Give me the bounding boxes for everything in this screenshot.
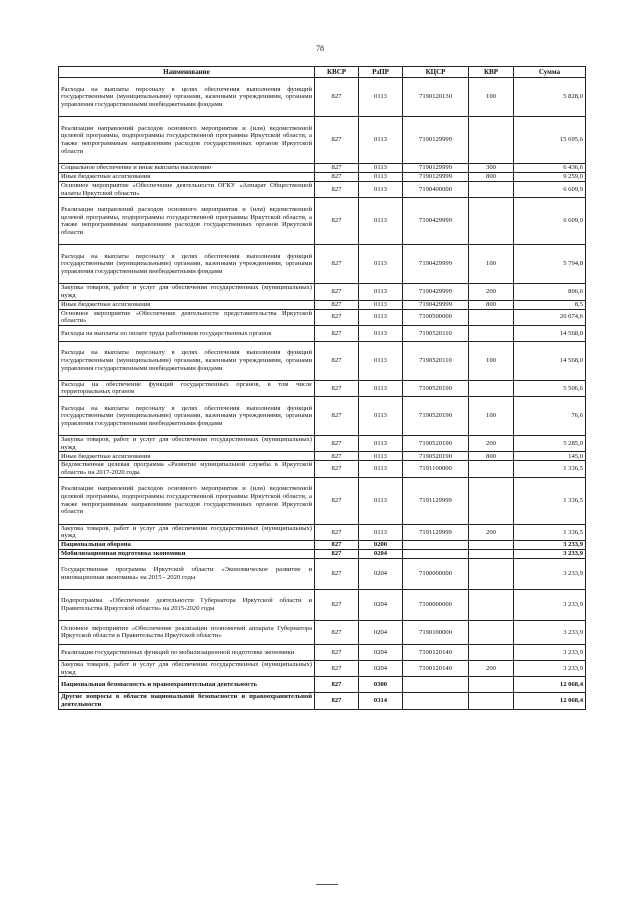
table-cell-rzpr: 0200 [359,540,403,549]
table-cell-rzpr: 0113 [359,164,403,173]
table-cell-kvr [469,117,514,164]
table-cell-kcsr: 7190429999 [403,198,469,245]
table-row [59,540,586,549]
table-cell-kcsr: 7190129999 [403,173,469,182]
table-cell-kcsr: 7190520190 [403,380,469,396]
table-cell-sum: 3 233,9 [514,540,586,549]
table-cell-name: Другие вопросы в области национальной безопасности и правоохранительной деятельности [59,693,315,709]
table-cell-sum: 6 609,9 [514,198,586,245]
table-cell-kvr: 800 [469,300,514,309]
table-cell-name: Закупка товаров, работ и услуг для обеспечения государственных (муниципальных) нужд [59,524,315,540]
table-cell-rzpr: 0204 [359,660,403,676]
table-cell-kvr: 100 [469,341,514,380]
table-cell-name: Расходы на выплаты персоналу в целях обеспечения выполнения функций государственными (муниципальными) органами, казенными учреждениями, органами управления государственными внебюджетными фондами [59,341,315,380]
table-cell-kvr [469,540,514,549]
table-cell-kcsr: 7190429999 [403,284,469,300]
header-kvr: КВР [469,67,514,78]
table-row [59,477,586,524]
footer-mark [316,884,338,885]
budget-table [58,66,586,710]
table-cell-kvr [469,309,514,325]
table-cell-rzpr: 0113 [359,182,403,198]
table-cell-sum: 3 233,9 [514,644,586,660]
table-cell-kvsr: 827 [315,300,359,309]
table-row [59,284,586,300]
table-cell-name: Национальная безопасность и правоохранительная деятельность [59,677,315,693]
table-cell-kvsr: 827 [315,477,359,524]
table-cell-sum: 14 568,0 [514,341,586,380]
table-row [59,660,586,676]
table-cell-sum: 3 233,9 [514,558,586,589]
table-cell-rzpr: 0113 [359,309,403,325]
table-cell-sum: 1 336,5 [514,477,586,524]
table-cell-name: Расходы на выплаты персоналу в целях обеспечения выполнения функций государственными (муниципальными) органами, казенными учреждениями, органами управления государственными внебюджетными фондами [59,397,315,436]
table-cell-sum: 14 568,0 [514,325,586,341]
table-row [59,325,586,341]
table-cell-rzpr: 0113 [359,78,403,117]
table-cell-rzpr: 0113 [359,524,403,540]
table-cell-kcsr: 7191129999 [403,477,469,524]
table-cell-rzpr: 0204 [359,644,403,660]
table-body [59,78,586,710]
table-cell-name: Расходы на выплаты по оплате труда работников государственных органов [59,325,315,341]
table-cell-kcsr: 7190429999 [403,245,469,284]
table-cell-kvsr: 827 [315,117,359,164]
table-row [59,300,586,309]
table-cell-kvr: 100 [469,78,514,117]
table-cell-rzpr: 0113 [359,461,403,477]
table-cell-sum: 6 609,9 [514,182,586,198]
table-cell-kvsr: 827 [315,380,359,396]
table-cell-rzpr: 0113 [359,397,403,436]
table-row [59,173,586,182]
table-cell-kvsr: 827 [315,341,359,380]
table-cell-rzpr: 0113 [359,325,403,341]
table-cell-sum: 3 233,9 [514,660,586,676]
table-cell-kvr [469,182,514,198]
table-cell-kcsr: 7190120140 [403,660,469,676]
table-row [59,380,586,396]
table-cell-rzpr: 0204 [359,549,403,558]
table-cell-name: Иные бюджетные ассигнования [59,173,315,182]
table-cell-sum: 145,0 [514,452,586,461]
table-cell-kvsr: 827 [315,693,359,709]
table-cell-rzpr: 0113 [359,284,403,300]
table-row [59,620,586,644]
table-cell-kvr: 100 [469,397,514,436]
table-cell-kvsr: 827 [315,524,359,540]
table-row [59,524,586,540]
table-cell-kvsr: 827 [315,461,359,477]
table-cell-sum: 3 233,9 [514,549,586,558]
table-cell-name: Социальное обеспечение и иные выплаты населению [59,164,315,173]
table-row [59,117,586,164]
table-cell-sum: 1 336,5 [514,461,586,477]
table-row [59,589,586,620]
table-cell-kcsr: 7190520190 [403,397,469,436]
table-cell-kvsr: 827 [315,164,359,173]
table-cell-kvr [469,461,514,477]
table-cell-kcsr: 7190129999 [403,117,469,164]
table-cell-sum: 3 233,9 [514,620,586,644]
table-cell-kvsr: 827 [315,452,359,461]
header-kcsr: КЦСР [403,67,469,78]
table-cell-kvsr: 827 [315,677,359,693]
table-cell-sum: 12 068,4 [514,693,586,709]
table-cell-rzpr: 0314 [359,693,403,709]
table-cell-sum: 5 794,8 [514,245,586,284]
table-cell-kcsr: 7190520110 [403,325,469,341]
table-cell-kvsr: 827 [315,549,359,558]
table-cell-kcsr: 7190520190 [403,452,469,461]
table-cell-kvr: 100 [469,245,514,284]
table-cell-rzpr: 0204 [359,589,403,620]
table-cell-kvr: 200 [469,436,514,452]
table-cell-kvr [469,558,514,589]
table-cell-sum: 8,5 [514,300,586,309]
table-cell-kcsr: 7100000000 [403,558,469,589]
table-cell-rzpr: 0204 [359,558,403,589]
table-cell-kvr [469,325,514,341]
table-row [59,677,586,693]
table-cell-name: Расходы на обеспечение функций государственных органов, в том числе территориальных органов [59,380,315,396]
table-cell-kcsr: 7190400000 [403,182,469,198]
table-cell-kvr [469,644,514,660]
table-cell-kvsr: 827 [315,284,359,300]
table-cell-sum: 6 436,6 [514,164,586,173]
table-cell-name: Реализация направлений расходов основного мероприятия и (или) ведомственной целевой программы, подпрограммы государственной программы Иркутской области, а также непрограммным направлениям расходов государственных органов Иркутской области [59,117,315,164]
table-row [59,452,586,461]
table-cell-kcsr: 7191129999 [403,524,469,540]
table-cell-name: Основное мероприятие «Обеспечение реализации полномочий аппарата Губернатора Иркутской области и Правительства Иркутской области» [59,620,315,644]
table-cell-sum: 1 336,5 [514,524,586,540]
table-cell-rzpr: 0113 [359,173,403,182]
table-cell-rzpr: 0113 [359,452,403,461]
table-cell-kcsr [403,677,469,693]
table-cell-kcsr: 7190500000 [403,309,469,325]
table-cell-name: Закупка товаров, работ и услуг для обеспечения государственных (муниципальных) нужд [59,436,315,452]
table-cell-name: Основное мероприятие «Обеспечение деятельности представительства Иркутской области» [59,309,315,325]
table-cell-kcsr [403,540,469,549]
table-cell-name: Подпрограмма «Обеспечение деятельности Губернатора Иркутской области и Правительства Иркутской области» на 2015-2020 годы [59,589,315,620]
table-cell-name: Расходы на выплаты персоналу в целях обеспечения выполнения функций государственными (муниципальными) органами, казенными учреждениями, органами управления государственными внебюджетными фондами [59,78,315,117]
table-cell-sum: 5 828,0 [514,78,586,117]
table-cell-rzpr: 0113 [359,436,403,452]
header-rzpr: РзПР [359,67,403,78]
table-cell-kcsr: 7191100000 [403,461,469,477]
table-cell-kcsr [403,693,469,709]
table-row [59,461,586,477]
table-cell-sum: 5 506,6 [514,380,586,396]
table-cell-kcsr: 7190100000 [403,620,469,644]
table-cell-sum: 15 695,6 [514,117,586,164]
table-cell-kvr [469,620,514,644]
table-row [59,397,586,436]
table-cell-kvsr: 827 [315,660,359,676]
table-cell-sum: 20 074,6 [514,309,586,325]
table-cell-kvsr: 827 [315,397,359,436]
table-cell-rzpr: 0113 [359,477,403,524]
table-cell-rzpr: 0113 [359,300,403,309]
table-cell-sum: 3 233,9 [514,589,586,620]
table-cell-name: Государственная программа Иркутской области «Экономическое развитие и инновационная экономика» на 2015 - 2020 годы [59,558,315,589]
table-cell-rzpr: 0300 [359,677,403,693]
table-cell-sum: 9 259,0 [514,173,586,182]
table-cell-kvsr: 827 [315,198,359,245]
table-cell-kcsr: 7190429999 [403,300,469,309]
table-cell-name: Мобилизационная подготовка экономики [59,549,315,558]
table-cell-sum: 12 068,4 [514,677,586,693]
table-row [59,245,586,284]
table-row [59,78,586,117]
table-row [59,558,586,589]
table-header-row [59,67,586,78]
table-cell-name: Закупка товаров, работ и услуг для обеспечения государственных (муниципальных) нужд [59,284,315,300]
page-number: 78 [316,44,324,53]
header-sum: Сумма [514,67,586,78]
table-cell-name: Реализация направлений расходов основного мероприятия и (или) ведомственной целевой программы, подпрограммы государственной программы Иркутской области, а также непрограммным направлениям расходов государственных органов Иркутской области [59,477,315,524]
table-cell-kvsr: 827 [315,173,359,182]
table-cell-kvr [469,549,514,558]
table-cell-kcsr: 7190129999 [403,164,469,173]
table-cell-rzpr: 0113 [359,341,403,380]
table-cell-name: Закупка товаров, работ и услуг для обеспечения государственных (муниципальных) нужд [59,660,315,676]
table-cell-kvsr: 827 [315,540,359,549]
table-cell-kcsr: 7190520190 [403,436,469,452]
table-cell-name: Ведомственная целевая программа «Развитие муниципальной службы в Иркутской области» на 2017-2020 годы [59,461,315,477]
table-cell-sum: 806,6 [514,284,586,300]
table-row [59,693,586,709]
table-cell-rzpr: 0204 [359,620,403,644]
table-cell-kvsr: 827 [315,78,359,117]
table-row [59,182,586,198]
table-cell-kcsr: 7190520110 [403,341,469,380]
table-cell-kvsr: 827 [315,182,359,198]
table-cell-kvr: 800 [469,173,514,182]
table-cell-kvsr: 827 [315,245,359,284]
table-cell-name: Иные бюджетные ассигнования [59,452,315,461]
table-row [59,341,586,380]
table-cell-kvr [469,477,514,524]
table-row [59,644,586,660]
table-cell-kvr: 200 [469,284,514,300]
table-cell-rzpr: 0113 [359,198,403,245]
table-cell-name: Расходы на выплаты персоналу в целях обеспечения выполнения функций государственными (муниципальными) органами, казенными учреждениями, органами управления государственными внебюджетными фондами [59,245,315,284]
table-cell-kvr [469,589,514,620]
table-cell-kvr: 800 [469,452,514,461]
table-cell-name: Иные бюджетные ассигнования [59,300,315,309]
table-cell-kcsr: 7190000000 [403,589,469,620]
table-row [59,198,586,245]
table-cell-kvsr: 827 [315,589,359,620]
table-cell-name: Реализация государственных функций по мобилизационной подготовке экономики [59,644,315,660]
table-cell-rzpr: 0113 [359,245,403,284]
table-row [59,436,586,452]
table-row [59,309,586,325]
table-cell-sum: 5 285,0 [514,436,586,452]
table-cell-kcsr [403,549,469,558]
table-cell-name: Национальная оборона [59,540,315,549]
table-cell-rzpr: 0113 [359,380,403,396]
table-cell-sum: 76,6 [514,397,586,436]
table-cell-kvr [469,677,514,693]
table-cell-kvr: 200 [469,524,514,540]
table-cell-kcsr: 7190120130 [403,78,469,117]
table-cell-name: Реализация направлений расходов основного мероприятия и (или) ведомственной целевой программы, подпрограммы государственной программы Иркутской области, а также непрограммным направлениям расходов государственных органов Иркутской области [59,198,315,245]
table-cell-kvsr: 827 [315,620,359,644]
table-row [59,164,586,173]
table-cell-name: Основное мероприятие «Обеспечение деятельности ОГКУ «Аппарат Общественной палаты Иркутской области» [59,182,315,198]
table-cell-kvr [469,380,514,396]
table-cell-kvr [469,693,514,709]
table-cell-kvr: 300 [469,164,514,173]
table-cell-kvr: 200 [469,660,514,676]
table-cell-kvsr: 827 [315,436,359,452]
table-cell-kvsr: 827 [315,644,359,660]
header-name: Наименование [59,67,315,78]
table-cell-rzpr: 0113 [359,117,403,164]
table-cell-kcsr: 7190120140 [403,644,469,660]
table-cell-kvsr: 827 [315,325,359,341]
table-cell-kvsr: 827 [315,558,359,589]
table-cell-kvsr: 827 [315,309,359,325]
header-kvsr: КВСР [315,67,359,78]
table-row [59,549,586,558]
table-cell-kvr [469,198,514,245]
